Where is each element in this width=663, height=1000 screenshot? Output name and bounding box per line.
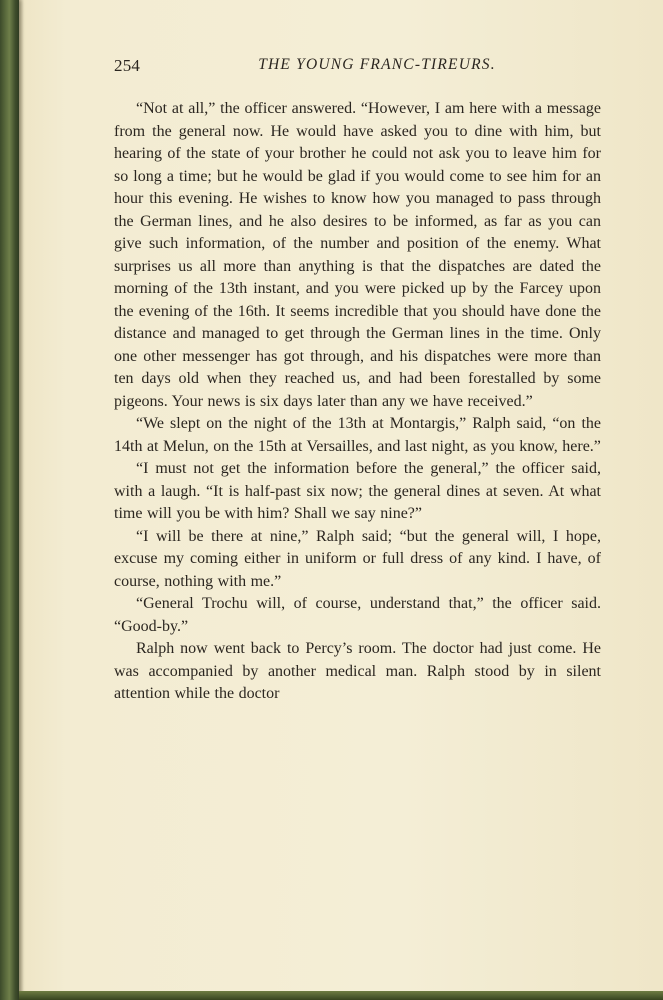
book-spine (0, 0, 19, 1000)
spine-shadow (19, 0, 24, 1000)
page-text (114, 98, 601, 706)
paragraph: “Not at all,” the officer answered. “However, I am here with a message from the general now. He would have asked you to dine with him, but hearing of the state of your brother he could not ask you to leave him for so long a time; but he would be glad if you would come to see him for an hour this evening. He wishes to know how you managed to pass through the German lines, and he also desires to be informed, as far as you can give such information, of the number and position of the enemy. What surprises us all more than anything is that the dispatches are dated the morning of the 13th instant, and you were picked up by the Farcey upon the evening of the 16th. It seems incredible that you should have done the distance and managed to get through the German lines in the time. Only one other messenger has got through, and his dispatches were more than ten days old when they reached us, and had been forestalled by some pigeons. Your news is six days later than any we have received.” (114, 100, 601, 410)
paragraph: “General Trochu will, of course, understand that,” the officer said. “Good-by.” (114, 595, 601, 635)
page-bottom-edge (19, 991, 663, 1000)
paragraph: Ralph now went back to Percy’s room. The doctor had just come. He was accompanied by another medical man. Ralph stood by in silent attention while the doctor (114, 640, 601, 702)
paragraph: “We slept on the night of the 13th at Montargis,” Ralph said, “on the 14th at Melun, on the 15th at Versailles, and last night, as you know, here.” (114, 415, 601, 455)
page-number: 254 (114, 56, 141, 75)
paragraph: “I will be there at nine,” Ralph said; “but the general will, I hope, excuse my coming either in uniform or full dress of any kind. I have, of course, nothing with me.” (114, 527, 601, 590)
running-title: THE YOUNG FRANC-TIREURS. (258, 56, 496, 73)
page-header (114, 56, 600, 82)
paragraph: “I must not get the information before the general,” the officer said, with a laugh. “It is half-past six now; the general dines at seven. At what time will you be with him? Shall we say nine?” (114, 460, 601, 522)
